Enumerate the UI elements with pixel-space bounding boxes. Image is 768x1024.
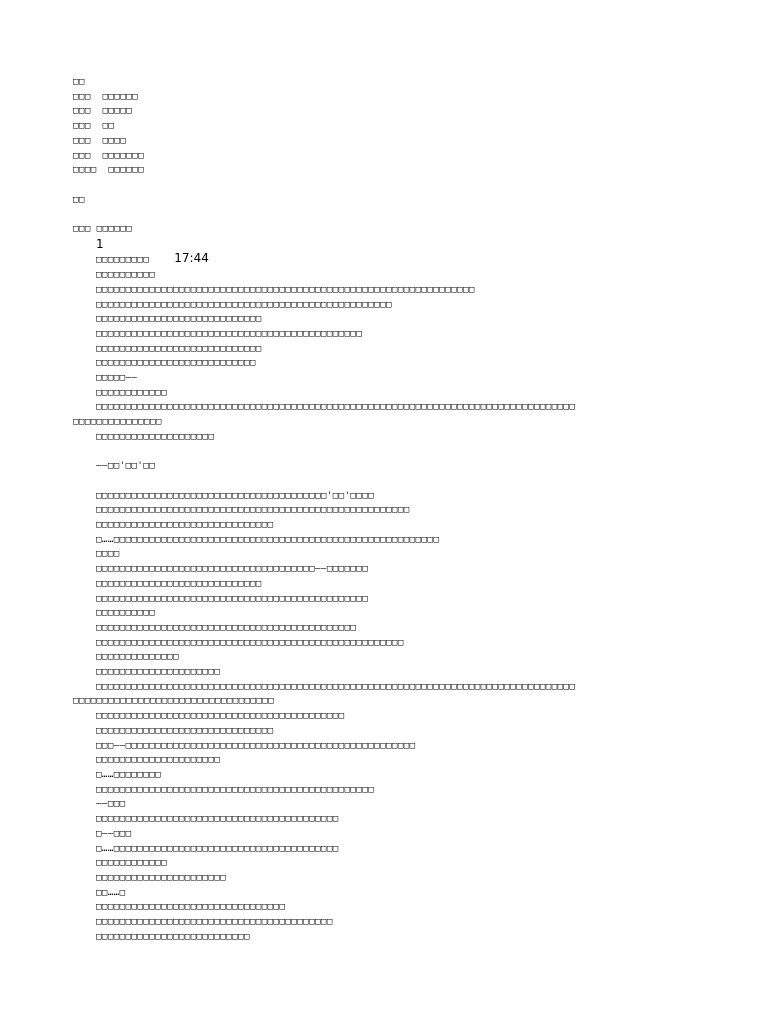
text-line: □□□□□□□□□□□□□□□□□□□□□□□□□□□□□□□□□□□□□□□□□□□□□□□□□□□□□□□□□□□□□□□□ [96, 284, 475, 295]
text-line: □——□□□ [96, 828, 132, 839]
spacer [73, 445, 703, 460]
meta-block [73, 75, 703, 178]
text-line: □……□□□□□□□□ [96, 769, 162, 780]
text-line: □□□□□□□□□□□□□□□□□□□□□□□□□□□□□□□□□□□□□□□□□□□□□□□□□□ [96, 299, 392, 310]
text-line: □□□□□□□□□□□□□□□□□□□□□□□□□□□□□□□□□□□□□□□□□□□□□□□ [96, 784, 375, 795]
spacer [73, 474, 703, 489]
text-line: □□□□□□□□□□□□□□ [96, 652, 179, 663]
text-line: □□□□□□□□□□□□ [96, 858, 168, 869]
text-line: ——□□□ [96, 799, 126, 810]
paragraph-group-a [73, 268, 703, 444]
text-line: □□□□□□□□□□□□□□□□□□□□□□□□□□□□□□□□□□□□□□□□□□□□□□□□□□□□□□□□□□□□□□□□□□□□□□□□□□□□□□□□□ [96, 402, 576, 413]
article-header: □□□ □□□□□□ [73, 224, 133, 234]
text-line: □□□□□□□□□□□□□□□□□□□□□□□□□□□□□□ [96, 725, 274, 736]
paragraph-group-b [73, 489, 703, 945]
spacer [73, 207, 703, 222]
meta-line: □□□ □□□□□□ [73, 91, 139, 102]
text-line: □□□□□□□□□□□□□□□□□□□□□ [96, 755, 221, 766]
article-dateline [73, 251, 703, 268]
text-line: □□□□□□□□□□□□□□□□□□□□□□□□□□□□□□□□ [96, 902, 286, 913]
article [73, 222, 703, 944]
text-line: □□□□□□□□□□□□□□□□□□□□□□□□□□□□□□□□□□□□□□□□□□□□□□ [96, 593, 369, 604]
text-line: □□□□ [96, 549, 120, 560]
text-line: □□□□□□□□□□□□ [96, 387, 168, 398]
text-line: □□□——□□□□□□□□□□□□□□□□□□□□□□□□□□□□□□□□□□□□□□□□□□□□□□□□□ [96, 740, 416, 751]
text-line: □□□□□□□□□□□□□□□□□□□□□□□□□□□□□□□□□□□□□□□□ [96, 917, 333, 928]
text-line: □□□□□□□□□□□□□□□□□□□□□□□□□□□□□□□□□□□□□□□'□□'□□□□ [96, 490, 375, 501]
text-line: □□□□□□□□□□□□□□□□□□□□□□□□□□□□□□□□□□□□□□□□□□□□□□□□□□□□ [96, 637, 404, 648]
meta-line: □□□□ □□□□□□ [73, 165, 145, 176]
text-line: □□□□□□□□□□□□□□□□□□□□□□□□□□□□ [96, 343, 262, 354]
text-line: □□□□□□□□□□□□□□□□□□□□ [96, 431, 215, 442]
article-number: 1 [96, 236, 104, 251]
document-body [73, 75, 703, 944]
text-line: □□□□□□□□□□□□□□□ [73, 417, 162, 428]
text-line: □□□□□□□□□□□□□□□□□□□□□□□□□□□□□□□□□□□□□□□□□□ [96, 711, 345, 722]
text-line: □□□□□□□□□□□□□□□□□□□□□□□□□□□□□□□□□□□□□□□□□□□□□□□□□□□□□ [96, 505, 410, 516]
text-line: □□□□□□□□□□ [96, 270, 156, 281]
meta-line: □□□ □□□□ [73, 135, 127, 146]
meta-line: □□□ □□□□□□□ [73, 150, 145, 161]
text-line: □……□□□□□□□□□□□□□□□□□□□□□□□□□□□□□□□□□□□□□□□□□□□□□□□□□□□□□□□ [96, 534, 440, 545]
date-label: □□□□□□□□□ [96, 255, 150, 266]
text-line: □□□□□□□□□□□□□□□□□□□□□□□□□□□□□□□□□□□□□□□□□□□□□□□□□□□□□□□□□□□□□□□□□□□□□□□□□□□□□□□□□ [96, 681, 576, 692]
meta-line: □□□ □□ [73, 121, 115, 132]
text-line: □□□□□—— [96, 373, 138, 384]
article-time: 17:44 [174, 251, 209, 266]
text-line: □□□□□□□□□□□□□□□□□□□□□□□□□□□□□□□□□□□□□——□□□□□□□ [96, 564, 369, 575]
text-line: □□□□□□□□□□□□□□□□□□□□□□□□□□□□□□□□□□□□□□□□□□□□□ [96, 328, 363, 339]
text-line: □□□□□□□□□□□□□□□□□□□□□□□□□□□□ [96, 314, 262, 325]
text-line: □□□□□□□□□□□□□□□□□□□□□□□□□□□ [96, 358, 256, 369]
text-line: □□□□□□□□□□□□□□□□□□□□□□□□□□□□□□□□□□ [73, 696, 275, 707]
text-line: □□□□□□□□□□□□□□□□□□□□□ [96, 667, 221, 678]
text-line: □……□□□□□□□□□□□□□□□□□□□□□□□□□□□□□□□□□□□□□□ [96, 843, 339, 854]
spacer [73, 178, 703, 193]
text-line: □□……□ [96, 887, 126, 898]
meta-line: □□ [73, 77, 85, 87]
text-line: □□□□□□□□□□□□□□□□□□□□□□□□□□ [96, 931, 250, 942]
text-line: □□□□□□□□□□□□□□□□□□□□□□□□□□□□□□ [96, 520, 274, 531]
text-line: □□□□□□□□□□□□□□□□□□□□□□□□□□□□□□□□□□□□□□□□□ [96, 814, 339, 825]
text-line: □□□□□□□□□□□□□□□□□□□□□□ [96, 872, 227, 883]
text-line: □□□□□□□□□□□□□□□□□□□□□□□□□□□□ [96, 578, 262, 589]
text-line: □□□□□□□□□□□□□□□□□□□□□□□□□□□□□□□□□□□□□□□□□□□□ [96, 622, 357, 633]
quote-line: ——□□'□□'□□ [96, 461, 156, 472]
text-line: □□□□□□□□□□ [96, 608, 156, 619]
section-heading: □□ [73, 194, 85, 205]
meta-line: □□□ □□□□□ [73, 106, 133, 117]
